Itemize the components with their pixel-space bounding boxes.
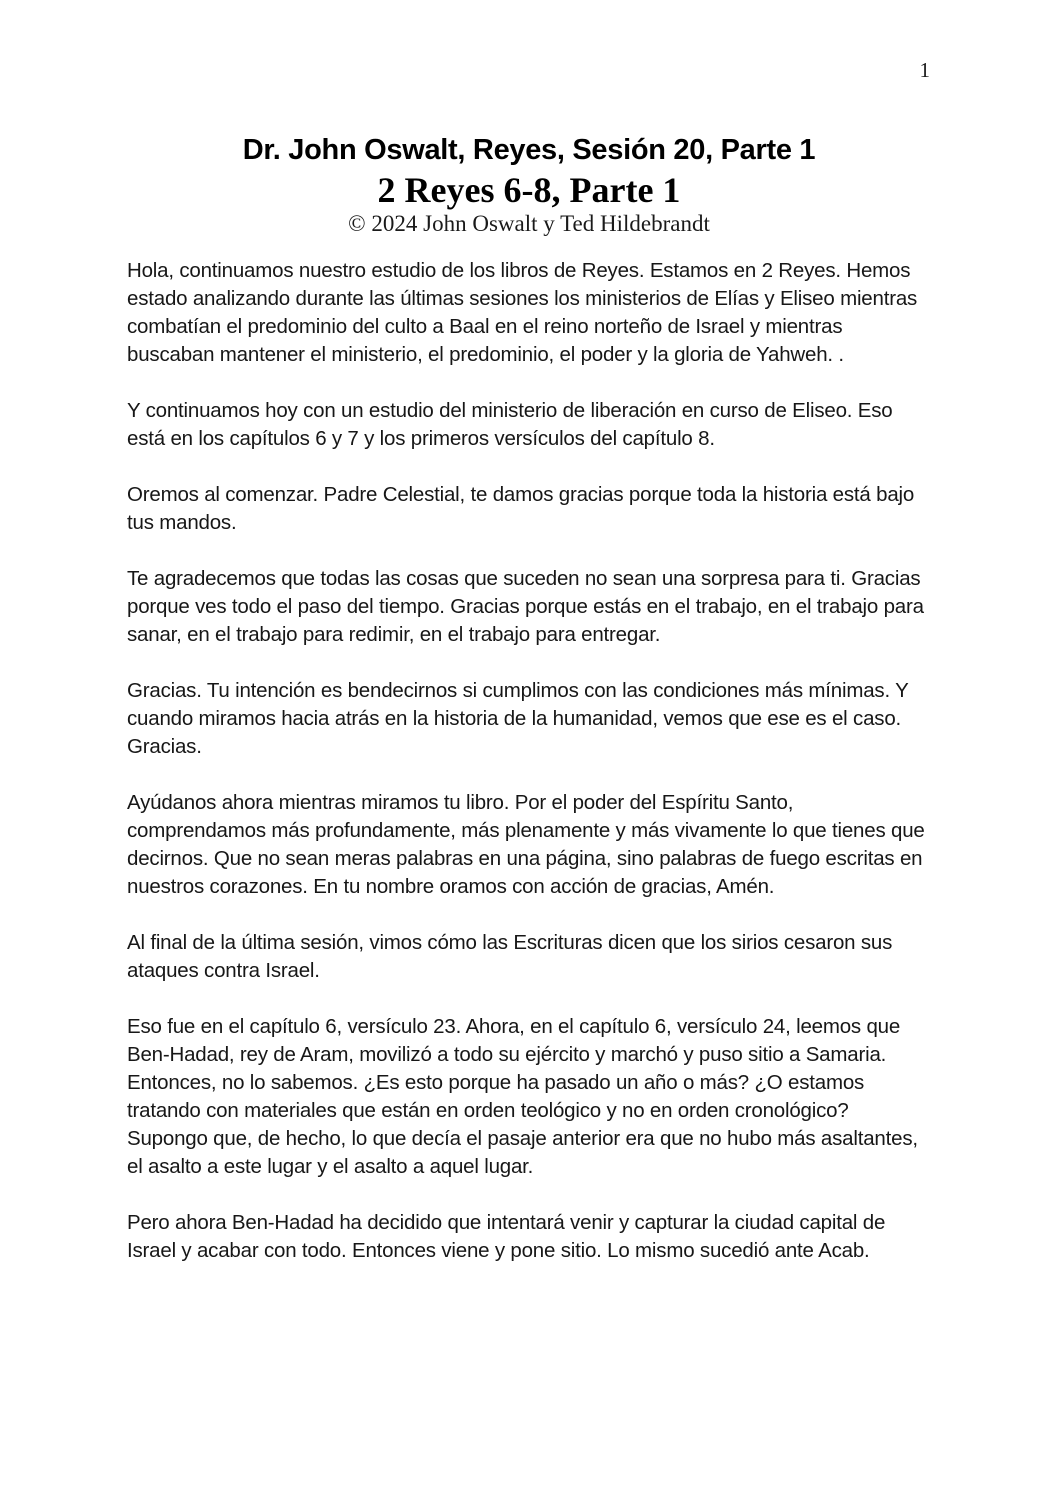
page-number: 1 <box>919 58 930 82</box>
document-title: Dr. John Oswalt, Reyes, Sesión 20, Parte 1 <box>242 134 816 166</box>
paragraph: Pero ahora Ben-Hadad ha decidido que intentará venir y capturar la ciudad capital de Israel y acabar con todo. Entonces viene y pone sitio. Lo mismo sucedió ante Acab. <box>127 1211 886 1262</box>
paragraph: Ayúdanos ahora mientras miramos tu libro. Por el poder del Espíritu Santo, comprendamos más profundamente, más plenamente y más vivamente lo que tienes que decirnos. Que no sean meras palabras en una página, sino palabras de fuego escritas en nuestros corazones. En tu nombre oramos con acción de gracias, Amén. <box>127 791 925 898</box>
paragraph: Eso fue en el capítulo 6, versículo 23. Ahora, en el capítulo 6, versículo 24, leemos que Ben-Hadad, rey de Aram, movilizó a todo su ejército y marchó y puso sitio a Samaria. Entonces, no lo sabemos. ¿Es esto porque ha pasado un año o más? ¿O estamos tratando con materiales que están en orden teológico y no en orden cronológico? Supongo que, de hecho, lo que decía el pasaje anterior era que no hubo más asaltantes, el asalto a este lugar y el asalto a aquel lugar. <box>127 1015 918 1178</box>
paragraph: Oremos al comenzar. Padre Celestial, te damos gracias porque toda la historia está bajo tus mandos. <box>127 483 915 534</box>
paragraph: Al final de la última sesión, vimos cómo las Escrituras dicen que los sirios cesaron sus ataques contra Israel. <box>127 931 893 982</box>
document-body <box>0 257 931 1265</box>
copyright-line: © 2024 John Oswalt y Ted Hildebrandt <box>348 211 710 236</box>
title-block <box>0 0 1058 237</box>
paragraph: Y continuamos hoy con un estudio del ministerio de liberación en curso de Eliseo. Eso está en los capítulos 6 y 7 y los primeros versículos del capítulo 8. <box>127 399 893 450</box>
paragraph: Te agradecemos que todas las cosas que suceden no sean una sorpresa para ti. Gracias porque ves todo el paso del tiempo. Gracias porque estás en el trabajo, en el trabajo para sanar, en el trabajo para redimir, en el trabajo para entregar. <box>127 567 924 646</box>
paragraph: Gracias. Tu intención es bendecirnos si cumplimos con las condiciones más mínimas. Y cuando miramos hacia atrás en la historia de la humanidad, vemos que ese es el caso. Gracias. <box>127 679 909 758</box>
document-subtitle: 2 Reyes 6-8, Parte 1 <box>377 170 681 210</box>
paragraph: Hola, continuamos nuestro estudio de los libros de Reyes. Estamos en 2 Reyes. Hemos estado analizando durante las últimas sesiones los ministerios de Elías y Eliseo mientras combatían el predominio del culto a Baal en el reino norteño de Israel y mientras buscaban mantener el ministerio, el predominio, el poder y la gloria de Yahweh. . <box>127 259 918 366</box>
